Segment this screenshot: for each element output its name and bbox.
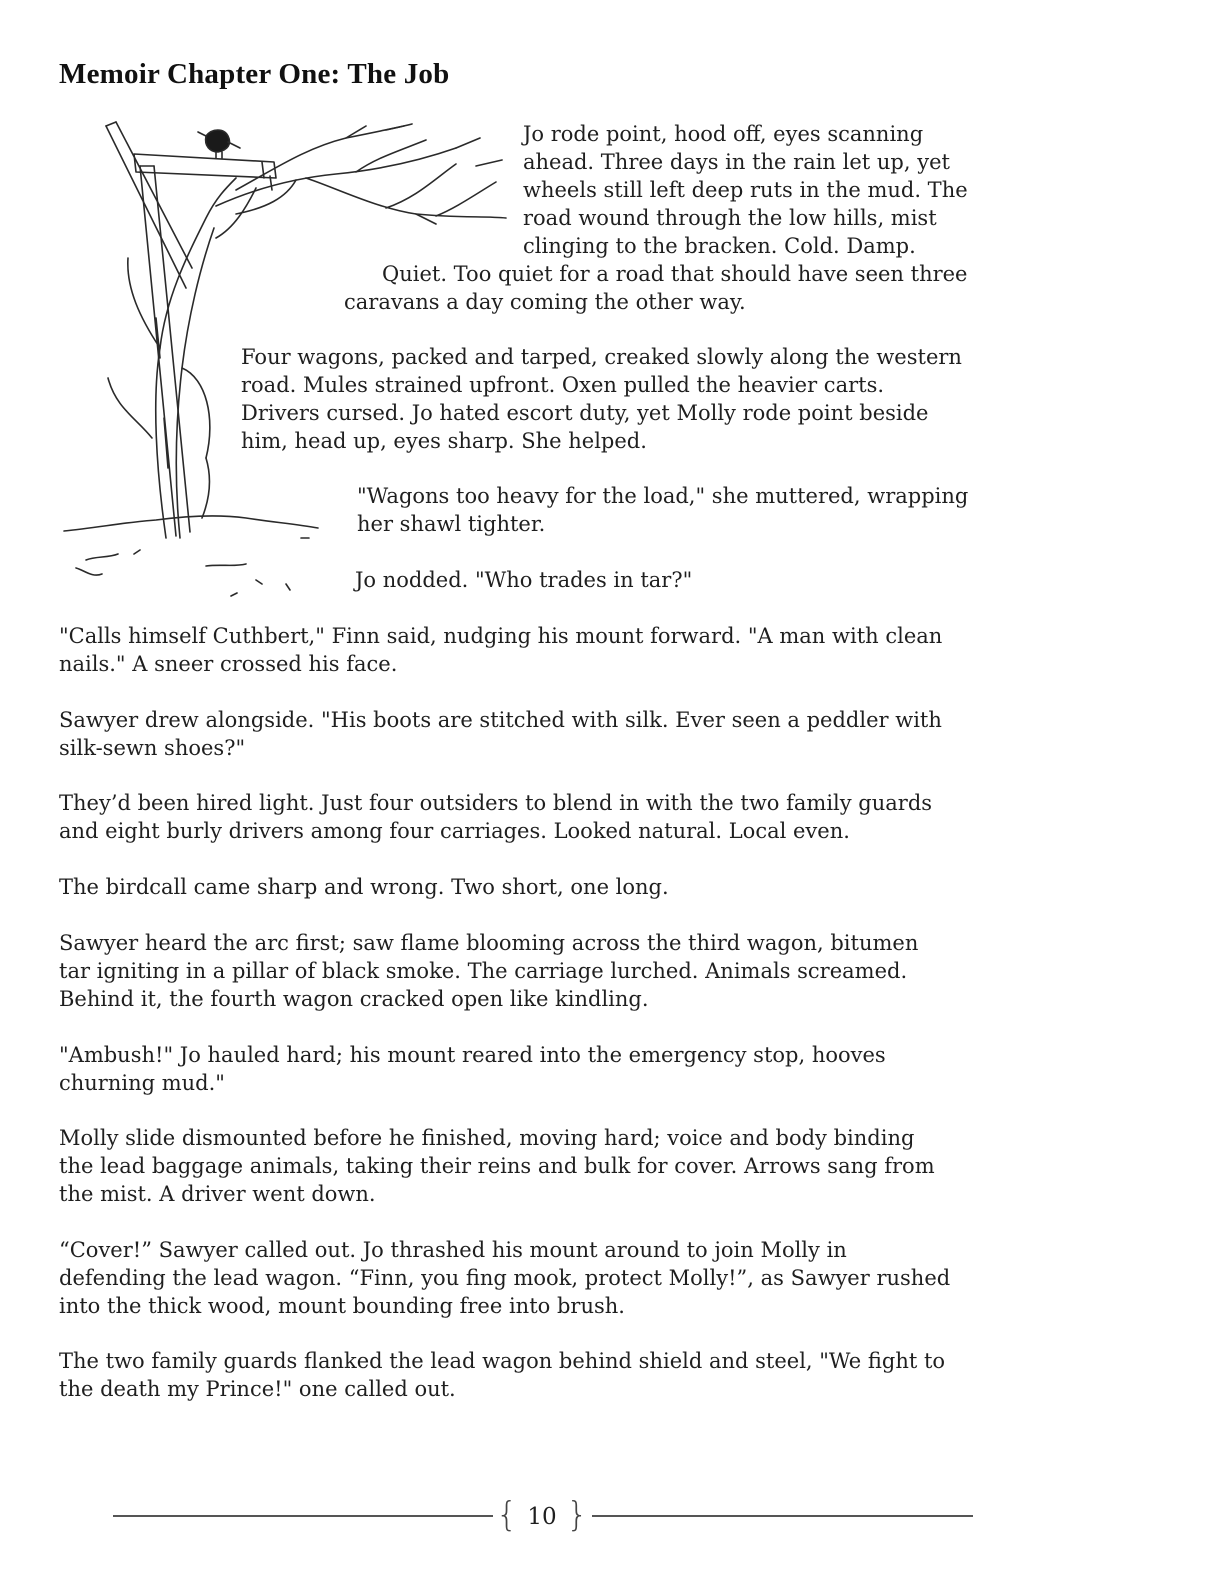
text-line: Behind it, the fourth wagon cracked open like kindling. [59, 987, 649, 1011]
text-line: Quiet. Too quiet for a road that should have seen three [382, 262, 968, 286]
text-line: Sawyer heard the arc first; saw flame blooming across the third wagon, bitumen [59, 931, 919, 955]
footer-rule-right [592, 1515, 973, 1517]
text-line: "Wagons too heavy for the load," she muttered, wrapping [357, 484, 969, 508]
page-number-value: 10 [527, 1504, 557, 1530]
footer-rule-left [113, 1515, 493, 1517]
text-line: churning mud." [59, 1071, 225, 1095]
text-line: "Ambush!" Jo hauled hard; his mount reared into the emergency stop, hooves [59, 1043, 886, 1067]
text-line: They’d been hired light. Just four outsiders to blend in with the two family guards [59, 791, 933, 815]
text-line: Jo nodded. "Who trades in tar?" [355, 568, 693, 592]
text-line: nails." A sneer crossed his face. [59, 652, 398, 676]
chapter-title: Memoir Chapter One: The Job [59, 58, 450, 90]
text-line: road wound through the low hills, mist [523, 206, 937, 230]
text-line: her shawl tighter. [357, 512, 546, 536]
text-line: caravans a day coming the other way. [344, 290, 746, 314]
text-line: The birdcall came sharp and wrong. Two short, one long. [59, 875, 669, 899]
text-line: wheels still left deep ruts in the mud. The [523, 178, 968, 202]
left-brace: { [496, 1495, 518, 1535]
text-line: road. Mules strained upfront. Oxen pulled the heavier carts. [241, 373, 885, 397]
text-line: silk-sewn shoes?" [59, 736, 246, 760]
text-line: Four wagons, packed and tarped, creaked slowly along the western [241, 345, 962, 369]
text-line: ahead. Three days in the rain let up, yet [523, 150, 950, 174]
page-number [496, 1495, 588, 1537]
right-brace: } [566, 1495, 588, 1535]
text-line: tar igniting in a pillar of black smoke. The carriage lurched. Animals screamed. [59, 959, 908, 983]
text-line: the death my Prince!" one called out. [59, 1377, 456, 1401]
text-line: Sawyer drew alongside. "His boots are stitched with silk. Ever seen a peddler with [59, 708, 942, 732]
text-line: him, head up, eyes sharp. She helped. [241, 429, 647, 453]
text-line: Molly slide dismounted before he finished, moving hard; voice and body binding [59, 1126, 915, 1150]
text-line: the lead baggage animals, taking their reins and bulk for cover. Arrows sang from [59, 1154, 935, 1178]
text-line: The two family guards flanked the lead wagon behind shield and steel, "We fight to [59, 1349, 946, 1373]
text-line: Jo rode point, hood off, eyes scanning [523, 122, 924, 146]
text-line: into the thick wood, mount bounding free into brush. [59, 1294, 625, 1318]
text-line: "Calls himself Cuthbert," Finn said, nudging his mount forward. "A man with clean [59, 624, 943, 648]
text-line: the mist. A driver went down. [59, 1182, 376, 1206]
text-line: “Cover!” Sawyer called out. Jo thrashed his mount around to join Molly in [59, 1238, 847, 1262]
text-line: Drivers cursed. Jo hated escort duty, yet Molly rode point beside [241, 401, 929, 425]
text-line: and eight burly drivers among four carriages. Looked natural. Local even. [59, 819, 850, 843]
text-line: defending the lead wagon. “Finn, you fing mook, protect Molly!”, as Sawyer rushed [59, 1266, 951, 1290]
text-line: clinging to the bracken. Cold. Damp. [523, 234, 916, 258]
